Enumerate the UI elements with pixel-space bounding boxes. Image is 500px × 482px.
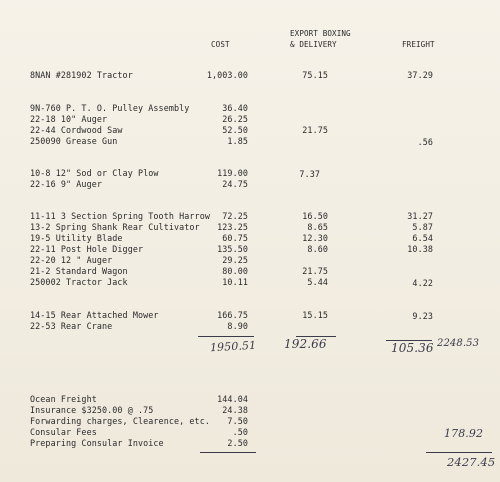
- item-export: 8.65: [307, 222, 328, 232]
- final-total: 2427.45: [447, 455, 496, 469]
- item-freight: 5.87: [412, 222, 433, 232]
- charge-amount: 2.50: [227, 438, 248, 448]
- item-export: 21.75: [302, 266, 328, 276]
- item-export: 8.60: [307, 244, 328, 254]
- item-freight: 31.27: [407, 211, 433, 221]
- item-export: 5.44: [307, 277, 328, 287]
- item-freight: 4.22: [412, 278, 433, 288]
- item-cost: 60.75: [222, 233, 248, 243]
- item-cost: 8.90: [227, 321, 248, 331]
- item-export: 16.50: [302, 211, 328, 221]
- item-export: 12.30: [302, 233, 328, 243]
- item-name: 22-53 Rear Crane: [30, 321, 113, 331]
- item-freight: 9.23: [412, 311, 433, 321]
- item-name: 14-15 Rear Attached Mower: [30, 310, 159, 320]
- header-cost: COST: [211, 40, 230, 49]
- charges-total: 178.92: [444, 427, 484, 440]
- item-cost: 26.25: [222, 114, 248, 124]
- item-cost: 135.50: [217, 244, 248, 254]
- item-name: 250090 Grease Gun: [30, 136, 118, 146]
- item-name: 22-20 12 " Auger: [30, 255, 113, 265]
- item-cost: 123.25: [217, 222, 248, 232]
- item-export: 7.37: [299, 169, 320, 179]
- charges-rule: [200, 452, 256, 453]
- item-name: 13-2 Spring Shank Rear Cultivator: [30, 222, 200, 232]
- item-name: 11-11 3 Section Spring Tooth Harrow: [30, 211, 210, 221]
- cost-subtotal-rule: [198, 336, 254, 337]
- item-cost: 24.75: [222, 179, 248, 189]
- grand-subtotal: 2248.53: [437, 338, 480, 349]
- item-name: 8NAN #281902 Tractor: [30, 70, 133, 80]
- item-name: 250002 Tractor Jack: [30, 277, 128, 287]
- item-cost: 72.25: [222, 211, 248, 221]
- header-freight: FREIGHT: [402, 40, 435, 49]
- item-name: 9N-760 P. T. O. Pulley Assembly: [30, 103, 190, 113]
- charge-name: Preparing Consular Invoice: [30, 438, 164, 448]
- item-cost: 1,003.00: [206, 70, 248, 80]
- item-freight: 10.38: [407, 244, 433, 254]
- charge-name: Insurance $3250.00 @ .75: [30, 405, 154, 415]
- charge-name: Forwarding charges, Clearence, etc.: [30, 416, 210, 426]
- header-export-line2: & DELIVERY: [290, 40, 337, 49]
- item-name: 21-2 Standard Wagon: [30, 266, 128, 276]
- item-cost: 52.50: [222, 125, 248, 135]
- charge-name: Ocean Freight: [30, 394, 97, 404]
- charge-amount: 7.50: [227, 416, 248, 426]
- item-export: 15.15: [302, 310, 328, 320]
- cost-subtotal: 1950.51: [209, 338, 257, 355]
- item-cost: 119.00: [217, 168, 248, 178]
- item-cost: 166.75: [217, 310, 248, 320]
- charge-amount: 24.38: [222, 405, 248, 415]
- item-name: 22-11 Post Hole Digger: [30, 244, 144, 254]
- item-cost: 29.25: [222, 255, 248, 265]
- final-total-rule: [426, 452, 492, 453]
- item-name: 22-16 9" Auger: [30, 179, 102, 189]
- item-cost: 36.40: [222, 103, 248, 113]
- item-export: 75.15: [302, 70, 328, 80]
- header-export-line1: EXPORT BOXING: [290, 29, 351, 38]
- export-subtotal: 192.66: [284, 337, 327, 351]
- item-freight: 6.54: [412, 233, 433, 243]
- item-export: 21.75: [302, 125, 328, 135]
- item-cost: 1.85: [227, 136, 248, 146]
- item-cost: 80.00: [222, 266, 248, 276]
- charge-amount: .50: [232, 427, 248, 437]
- item-cost: 10.11: [222, 277, 248, 287]
- item-name: 19-5 Utility Blade: [30, 233, 123, 243]
- charge-amount: 144.04: [217, 394, 248, 404]
- item-name: 22-18 10" Auger: [30, 114, 108, 124]
- item-freight: .56: [417, 137, 433, 147]
- item-name: 10-8 12" Sod or Clay Plow: [30, 168, 159, 178]
- charge-name: Consular Fees: [30, 427, 97, 437]
- item-freight: 37.29: [407, 70, 433, 80]
- freight-subtotal: 105.36: [391, 341, 434, 355]
- item-name: 22-44 Cordwood Saw: [30, 125, 123, 135]
